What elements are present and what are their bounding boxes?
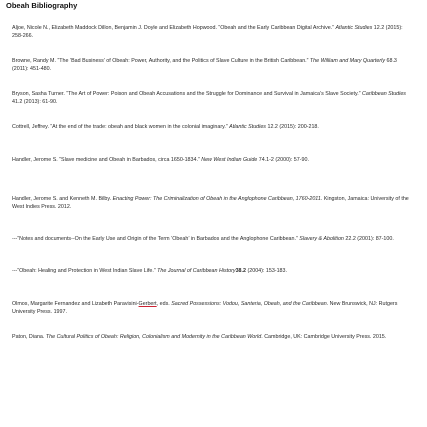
- bibliography-entry-handler-3: [12, 268, 414, 276]
- bibliography-entry-bryson: [12, 91, 414, 106]
- bibliography-entry-cottrell: [12, 124, 414, 132]
- journal-title: Atlantic Studies: [335, 25, 373, 31]
- entry-citation: 12.2 (2015): 258-266.: [12, 25, 403, 39]
- book-title: Sacred Possessions: Vodou, Santeria, Obeah, and the Caribbean: [171, 301, 327, 307]
- entry-citation: 68.3 (2011): 451-480.: [12, 58, 397, 72]
- bibliography-entry-browne: [12, 58, 414, 73]
- bibliography-entry-paton: [12, 334, 414, 342]
- volume-number: 38.2: [235, 268, 246, 274]
- bibliography-entry-olmos: [12, 301, 414, 316]
- bibliography-entry-handler-2: [12, 236, 414, 244]
- entry-citation: 22.2 (2001): 87-100.: [343, 236, 394, 242]
- entry-citation: (2004): 153-183.: [245, 268, 287, 274]
- entry-text: Cottrell, Jeffrey. “At the end of the trade: obeah and black women in the colonial imaginary.”: [12, 124, 230, 130]
- journal-title: The William and Mary Quarterly: [309, 58, 386, 64]
- journal-title: New West Indian Guide: [201, 157, 258, 163]
- entry-citation: 41.2 (2013): 61-90.: [12, 98, 58, 105]
- entry-text-2: , eds.: [156, 301, 172, 307]
- bibliography-entry-aljoe: [12, 25, 414, 40]
- entry-text: Aljoe, Nicole N., Elizabeth Maddock Dillon, Benjamin J. Doyle and Elizabeth Hopwood. “Obeah and the Early Caribbean Digital Archive.”: [12, 25, 336, 31]
- journal-title: Caribbean Studies: [362, 91, 406, 97]
- entry-text: ---“Notes and documents--On the Early Use and Origin of the Term ‘Obeah’ in Barbados and the Anglophone Caribbean.”: [12, 236, 300, 242]
- bibliography-entry-handler-bilby: [12, 196, 414, 211]
- journal-title: Slavery & Abolition: [299, 236, 344, 242]
- entry-citation: 12.2 (2015): 200-218.: [265, 124, 319, 130]
- entry-citation: . Cambridge, UK: Cambridge University Press. 2015.: [261, 334, 387, 340]
- entry-text: Browne, Randy M. “The ‘Bad Business’ of Obeah: Power, Authority, and the Politics of Slave Culture in the British Caribbean.”: [12, 58, 310, 64]
- entry-citation: . Kingston, Jamaica: University of the West Indies Press. 2012.: [12, 196, 409, 210]
- entry-text: Handler, Jerome S. “Slave medicine and Obeah in Barbados, circa 1650-1834.”: [12, 157, 202, 163]
- spellcheck-underlined-word: Gerbert: [138, 301, 157, 307]
- entry-citation: 74.1-2 (2000): 57-90.: [257, 157, 309, 163]
- page-title: Obeah Bibliography: [6, 1, 78, 10]
- entry-text: Paton, Diana.: [12, 334, 46, 340]
- journal-title: Atlantic Studies: [229, 124, 266, 130]
- entry-text: Bryson, Sasha Turner. “The Art of Power: Poison and Obeah Accusations and the Struggle for Dominance and Survival in Jamaica’s Slave Society.”: [12, 91, 363, 97]
- journal-title: The Journal of Caribbean History: [157, 268, 236, 274]
- entry-text: Handler, Jerome S. and Kenneth M. Bilby.: [12, 196, 113, 202]
- entry-citation: . New Brunswick, NJ: Rutgers University Press. 1997.: [12, 301, 398, 315]
- bibliography-entry-handler-1: [12, 157, 414, 165]
- entry-text: Olmos, Margarite Fernandez and Lizabeth Paravisini-: [12, 301, 139, 307]
- book-title: The Cultural Politics of Obeah: Religion, Colonialism and Modernity in the Caribbean World: [45, 334, 262, 340]
- book-title: Enacting Power: The Criminalization of Obeah in the Anglophone Caribbean, 1760-2011: [112, 196, 321, 202]
- entry-text: ---“Obeah: Healing and Protection in West Indian Slave Life.”: [12, 268, 158, 274]
